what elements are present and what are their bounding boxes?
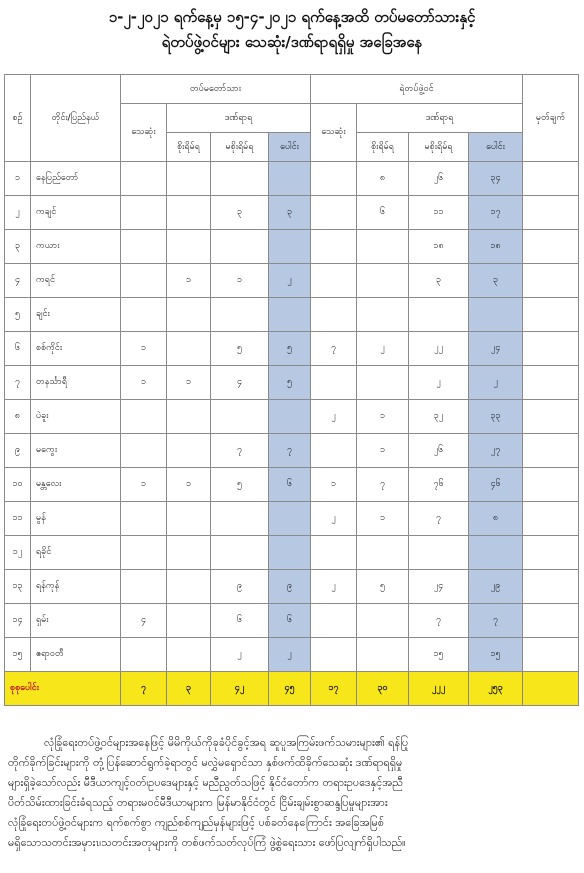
- header-remarks: မှတ်ချက်: [523, 75, 579, 162]
- police-minor-cell: ၂၂: [409, 332, 469, 366]
- remarks-cell: [523, 366, 579, 400]
- remarks-cell: [523, 196, 579, 230]
- row-region-cell: ကရင်: [31, 264, 121, 298]
- police-total-cell: ၂၄: [469, 332, 523, 366]
- paragraph-line: တိုက်ခိုက်ခြင်းများကို တုံ့ပြန်ဆောင်ရွက်ခဲ့ရာတွင် မလွှဲမရှောင်သာ နှစ်ဖက်ထိခိုက်သေဆုံး ဒဏ်ရာရရှိမှု: [8, 756, 403, 769]
- police-minor-cell: ၂၆: [409, 162, 469, 196]
- police-severe-cell: ၁: [357, 502, 409, 536]
- army-dead-cell: [121, 298, 167, 332]
- row-no-cell: ၈: [5, 400, 31, 434]
- army-total-cell: [269, 536, 311, 570]
- row-no-cell: ၄: [5, 264, 31, 298]
- police-severe-cell: ၅: [357, 570, 409, 604]
- totals-police-total: ၂၅၃: [469, 672, 523, 706]
- row-region-cell: ရှမ်း: [31, 604, 121, 638]
- army-dead-cell: [121, 264, 167, 298]
- army-dead-cell: [121, 162, 167, 196]
- army-minor-cell: ၅: [211, 332, 269, 366]
- row-region-cell: ကယား: [31, 230, 121, 264]
- remarks-cell: [523, 162, 579, 196]
- police-dead-cell: [311, 366, 357, 400]
- army-minor-cell: [211, 162, 269, 196]
- army-severe-cell: [167, 638, 211, 672]
- header-region: တိုင်း/ပြည်နယ်: [31, 75, 121, 162]
- row-no-cell: ၉: [5, 434, 31, 468]
- police-dead-cell: [311, 536, 357, 570]
- army-minor-cell: ၉: [211, 570, 269, 604]
- army-total-cell: ၅: [269, 366, 311, 400]
- army-dead-cell: ၁: [121, 332, 167, 366]
- police-severe-cell: [357, 638, 409, 672]
- army-minor-cell: [211, 298, 269, 332]
- police-dead-cell: [311, 230, 357, 264]
- police-severe-cell: ၇: [357, 468, 409, 502]
- remarks-cell: [523, 502, 579, 536]
- row-region-cell: ချင်း: [31, 298, 121, 332]
- table-row: [5, 366, 579, 400]
- row-no-cell: ၅: [5, 298, 31, 332]
- police-dead-cell: ၂: [311, 502, 357, 536]
- row-region-cell: ကချင်: [31, 196, 121, 230]
- police-severe-cell: ၈: [357, 162, 409, 196]
- table-row: [5, 332, 579, 366]
- totals-army-total: ၄၅: [269, 672, 311, 706]
- table-row: [5, 604, 579, 638]
- army-severe-cell: [167, 298, 211, 332]
- police-dead-cell: [311, 162, 357, 196]
- table-row: [5, 196, 579, 230]
- army-total-cell: ၅: [269, 332, 311, 366]
- police-severe-cell: [357, 298, 409, 332]
- totals-police-dead: ၁၇: [311, 672, 357, 706]
- police-severe-cell: [357, 230, 409, 264]
- police-dead-cell: [311, 196, 357, 230]
- totals-army-severe: ၃: [167, 672, 211, 706]
- police-total-cell: ၁၈: [469, 230, 523, 264]
- army-severe-cell: ၁: [167, 264, 211, 298]
- row-no-cell: ၁၄: [5, 604, 31, 638]
- army-minor-cell: ၇: [211, 434, 269, 468]
- army-dead-cell: [121, 638, 167, 672]
- police-total-cell: ၂: [469, 366, 523, 400]
- police-total-cell: [469, 536, 523, 570]
- army-total-cell: ၉: [269, 570, 311, 604]
- header-army: တပ်မတော်သား: [121, 75, 311, 104]
- header-army-injured: ဒဏ်ရာရ: [167, 104, 311, 133]
- army-severe-cell: [167, 196, 211, 230]
- police-minor-cell: ၃: [409, 264, 469, 298]
- totals-police-minor: ၂၂၂: [409, 672, 469, 706]
- army-severe-cell: ၁: [167, 468, 211, 502]
- police-severe-cell: ၁: [357, 434, 409, 468]
- table-row: [5, 434, 579, 468]
- police-total-cell: ၈: [469, 502, 523, 536]
- paragraph-line: များရှိခဲ့သော်လည်း မီဒီယာကျင့်ဝတ်၊ဥပဒေများနှင့် မညီညွတ်သဖြင့် နိုင်ငံတော်က တရားဥပဒေနှင့်အညီ: [8, 776, 404, 789]
- casualty-table: [4, 74, 579, 706]
- police-dead-cell: ၂: [311, 400, 357, 434]
- table-row: [5, 570, 579, 604]
- army-total-cell: [269, 298, 311, 332]
- army-dead-cell: ၁: [121, 468, 167, 502]
- police-minor-cell: ၁၅: [409, 638, 469, 672]
- police-severe-cell: [357, 366, 409, 400]
- remarks-cell: [523, 570, 579, 604]
- army-severe-cell: [167, 400, 211, 434]
- header-army-total: ပေါင်း: [269, 133, 311, 162]
- army-minor-cell: ၅: [211, 468, 269, 502]
- police-dead-cell: ၁: [311, 468, 357, 502]
- row-region-cell: ရခိုင်: [31, 536, 121, 570]
- police-total-cell: [469, 298, 523, 332]
- row-no-cell: ၁၃: [5, 570, 31, 604]
- army-severe-cell: [167, 570, 211, 604]
- police-minor-cell: ၂၄: [409, 570, 469, 604]
- police-minor-cell: ၂၆: [409, 434, 469, 468]
- remarks-cell: [523, 332, 579, 366]
- police-total-cell: ၃၃: [469, 400, 523, 434]
- row-region-cell: မကွေး: [31, 434, 121, 468]
- police-minor-cell: ၇: [409, 604, 469, 638]
- page-title: ၁-၂-၂၀၂၁ ရက်နေ့မှ ၁၅-၄-၂၀၂၁ ရက်နေ့အထိ တပ်မတော်သားနှင့်: [108, 8, 476, 26]
- row-region-cell: တနင်္သာရီ: [31, 366, 121, 400]
- army-minor-cell: ၆: [211, 604, 269, 638]
- paragraph-line: လုံခြုံရေးတပ်ဖွဲ့ဝင်များက ရက်စက်စွာ ကျည်စစ်ကျည်မှန်များဖြင့် ပစ်ခတ်နေကြောင်း အခြေအမြစ်: [8, 816, 384, 829]
- army-dead-cell: [121, 536, 167, 570]
- header-army-minor: မစိုးရိမ်ရ: [211, 133, 269, 162]
- police-total-cell: ၂၇: [469, 434, 523, 468]
- remarks-cell: [523, 638, 579, 672]
- army-dead-cell: [121, 230, 167, 264]
- army-minor-cell: [211, 536, 269, 570]
- army-total-cell: ၃: [269, 196, 311, 230]
- row-no-cell: ၁၂: [5, 536, 31, 570]
- army-severe-cell: ၁: [167, 366, 211, 400]
- police-severe-cell: [357, 536, 409, 570]
- army-severe-cell: [167, 536, 211, 570]
- police-dead-cell: [311, 434, 357, 468]
- police-total-cell: ၃: [469, 264, 523, 298]
- army-total-cell: ၆: [269, 604, 311, 638]
- row-no-cell: ၁: [5, 162, 31, 196]
- paragraph-line: မရှိသောသတင်းအမှားၤ၊သတင်းအတုများကို တစ်ဖက်သတ်လုပ်ကြံ ဖွဲ့စွဲရေးသား ဖော်ပြလျက်ရှိပါသည်။: [8, 836, 406, 849]
- police-severe-cell: ၁: [357, 400, 409, 434]
- army-total-cell: ၇: [269, 434, 311, 468]
- police-dead-cell: [311, 298, 357, 332]
- army-dead-cell: [121, 400, 167, 434]
- page-subtitle: ရဲတပ်ဖွဲ့ဝင်များ သေဆုံး/ဒဏ်ရာရရှိမှု အခြေအနေ: [161, 33, 423, 51]
- remarks-cell: [523, 434, 579, 468]
- army-minor-cell: ၂: [211, 638, 269, 672]
- paragraph-line: ပိတ်သိမ်းထားခြင်းခံရသည့် တရားမဝင်မီဒီယာများက မြန်မာနိုင်ငံတွင် ငြိမ်းချမ်းစွာဆန္ဒပြမှုများအား: [8, 796, 388, 809]
- army-total-cell: [269, 230, 311, 264]
- totals-army-dead: ၇: [121, 672, 167, 706]
- row-region-cell: စစ်ကိုင်း: [31, 332, 121, 366]
- police-total-cell: ၁၅: [469, 638, 523, 672]
- army-dead-cell: ၁: [121, 366, 167, 400]
- police-dead-cell: ၇: [311, 332, 357, 366]
- police-severe-cell: ၂: [357, 332, 409, 366]
- row-no-cell: ၆: [5, 332, 31, 366]
- body-paragraph: [8, 733, 576, 853]
- row-no-cell: ၁၀: [5, 468, 31, 502]
- remarks-cell: [523, 604, 579, 638]
- header-army-dead: သေဆုံး: [121, 104, 167, 162]
- army-dead-cell: [121, 502, 167, 536]
- police-dead-cell: [311, 604, 357, 638]
- army-dead-cell: [121, 196, 167, 230]
- row-no-cell: ၁၁: [5, 502, 31, 536]
- police-total-cell: ၄၆: [469, 468, 523, 502]
- police-dead-cell: [311, 264, 357, 298]
- army-minor-cell: ၃: [211, 196, 269, 230]
- header-police-dead: သေဆုံး: [311, 104, 357, 162]
- remarks-cell: [523, 230, 579, 264]
- police-total-cell: ၃၄: [469, 162, 523, 196]
- totals-row: [5, 672, 579, 706]
- remarks-cell: [523, 400, 579, 434]
- army-severe-cell: [167, 332, 211, 366]
- row-region-cell: ပဲခူး: [31, 400, 121, 434]
- table-row: [5, 638, 579, 672]
- police-minor-cell: [409, 536, 469, 570]
- row-region-cell: မွန်: [31, 502, 121, 536]
- army-dead-cell: [121, 570, 167, 604]
- row-no-cell: ၂: [5, 196, 31, 230]
- header-police: ရဲတပ်ဖွဲ့ဝင်: [311, 75, 523, 104]
- remarks-cell: [523, 264, 579, 298]
- police-minor-cell: ၇: [409, 502, 469, 536]
- row-region-cell: ရန်ကုန်: [31, 570, 121, 604]
- army-minor-cell: [211, 400, 269, 434]
- paragraph-line: လုံခြုံရေးတပ်ဖွဲ့ဝင်များအနေဖြင့် မိမိကိုယ်ကိုခုခံပိုင်ခွင့်အရ ဆူပူအကြမ်းဖက်သမားများ၏ ရန်ပြု: [44, 736, 409, 749]
- header-army-severe: စိုးရိမ်ရ: [167, 133, 211, 162]
- army-total-cell: [269, 502, 311, 536]
- totals-army-minor: ၄၂: [211, 672, 269, 706]
- table-row: [5, 536, 579, 570]
- remarks-cell: [523, 298, 579, 332]
- police-severe-cell: ၆: [357, 196, 409, 230]
- row-no-cell: ၇: [5, 366, 31, 400]
- army-minor-cell: ၄: [211, 366, 269, 400]
- table-row: [5, 502, 579, 536]
- army-dead-cell: ၄: [121, 604, 167, 638]
- totals-police-severe: ၃၀: [357, 672, 409, 706]
- header-no: စဉ်: [5, 75, 31, 162]
- police-total-cell: ၇: [469, 604, 523, 638]
- header-police-injured: ဒဏ်ရာရ: [357, 104, 523, 133]
- army-total-cell: ၂: [269, 264, 311, 298]
- totals-remarks: [523, 672, 579, 706]
- police-minor-cell: ၁၈: [409, 230, 469, 264]
- table-row: [5, 162, 579, 196]
- army-total-cell: [269, 162, 311, 196]
- table-row: [5, 298, 579, 332]
- row-region-cell: ဧရာဝတီ: [31, 638, 121, 672]
- army-dead-cell: [121, 434, 167, 468]
- police-minor-cell: ၃၂: [409, 400, 469, 434]
- army-severe-cell: [167, 162, 211, 196]
- header-police-severe: စိုးရိမ်ရ: [357, 133, 409, 162]
- table-row: [5, 264, 579, 298]
- table-row: [5, 230, 579, 264]
- police-severe-cell: [357, 604, 409, 638]
- row-no-cell: ၃: [5, 230, 31, 264]
- army-total-cell: ၆: [269, 468, 311, 502]
- army-severe-cell: [167, 434, 211, 468]
- police-minor-cell: ၇၆: [409, 468, 469, 502]
- row-no-cell: ၁၅: [5, 638, 31, 672]
- army-severe-cell: [167, 604, 211, 638]
- army-minor-cell: [211, 502, 269, 536]
- police-total-cell: ၁၇: [469, 196, 523, 230]
- police-minor-cell: ၂: [409, 366, 469, 400]
- army-severe-cell: [167, 502, 211, 536]
- remarks-cell: [523, 468, 579, 502]
- army-minor-cell: ၁: [211, 264, 269, 298]
- army-total-cell: [269, 400, 311, 434]
- police-total-cell: ၂၉: [469, 570, 523, 604]
- totals-label: စုစုပေါင်း: [5, 672, 121, 706]
- army-total-cell: ၂: [269, 638, 311, 672]
- police-dead-cell: ၂: [311, 570, 357, 604]
- police-severe-cell: [357, 264, 409, 298]
- table-row: [5, 400, 579, 434]
- police-minor-cell: ၁၁: [409, 196, 469, 230]
- police-dead-cell: [311, 638, 357, 672]
- row-region-cell: မန္တလေး: [31, 468, 121, 502]
- remarks-cell: [523, 536, 579, 570]
- army-severe-cell: [167, 230, 211, 264]
- army-minor-cell: [211, 230, 269, 264]
- header-police-total: ပေါင်း: [469, 133, 523, 162]
- police-minor-cell: [409, 298, 469, 332]
- table-row: [5, 468, 579, 502]
- header-police-minor: မစိုးရိမ်ရ: [409, 133, 469, 162]
- row-region-cell: နေပြည်တော်: [31, 162, 121, 196]
